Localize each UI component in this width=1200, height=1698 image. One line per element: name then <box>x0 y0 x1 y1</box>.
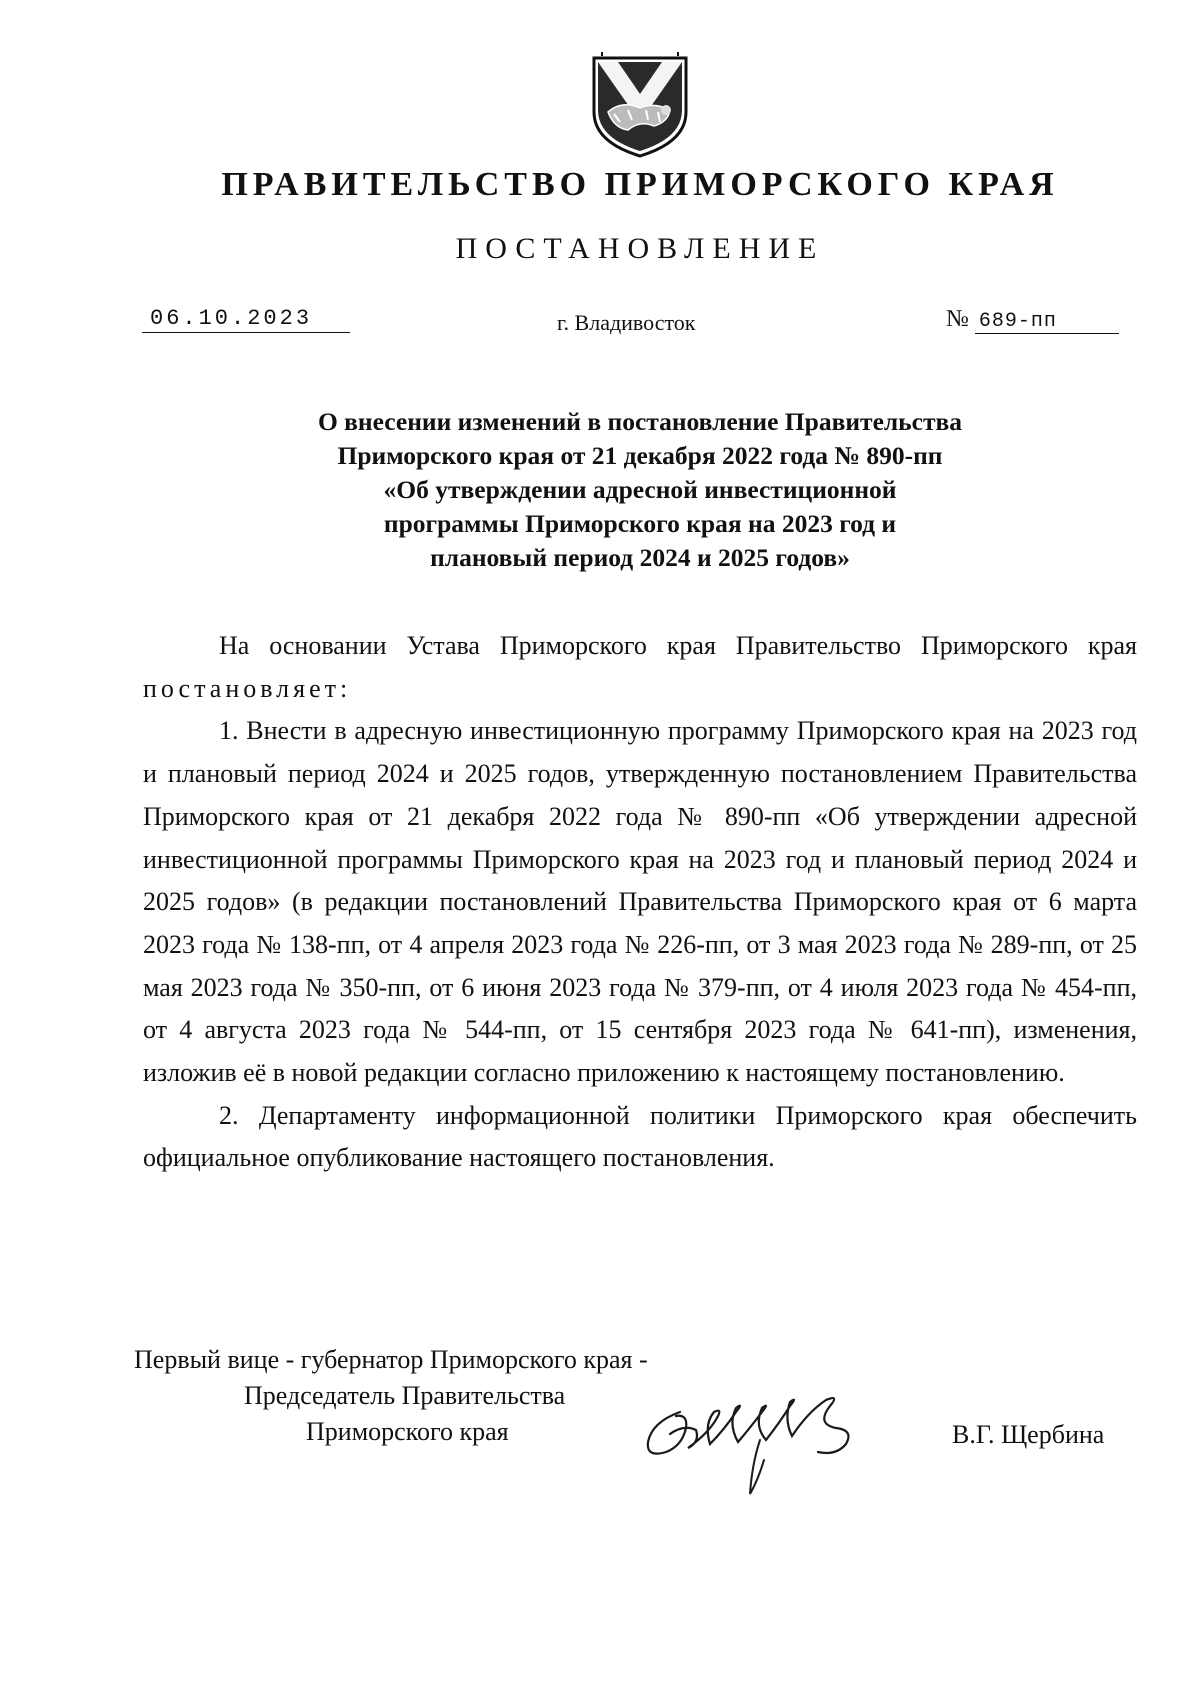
item-1-paragraph: 1. Внести в адресную инвестиционную программу Приморского края на 2023 год и плановый период 2024 и 2025 годов, утвержденную постановлением Правительства Приморского края от 21 декабря 2022 года № 890-пп «Об утверждении адресной инвестиционной программы Приморского края на 2023 год и плановый период 2024 и 2025 годов» (в редакции постановлений Правительства Приморского края от 6 марта 2023 года № 138-пп, от 4 апреля 2023 года № 226-пп, от 3 мая 2023 года № 289-пп, от 25 мая 2023 года № 350-пп, от 6 июня 2023 года № 379-пп, от 4 июля 2023 года № 454-пп, от 4 августа 2023 года № 544-пп, от 15 сентября 2023 года № 641-пп), изменения, изложив её в новой редакции согласно приложению к настоящему постановлению. <box>143 716 1137 1088</box>
title-line: Приморского края от 21 декабря 2022 года № 890-пп <box>337 441 943 470</box>
title-line: «Об утверждении адресной инвестиционной <box>383 475 897 504</box>
document-body <box>143 625 1137 1180</box>
position-line: Первый вице - губернатор Приморского края - <box>134 1345 648 1374</box>
preamble-verb: постановляет: <box>143 673 352 703</box>
document-date: 06.10.2023 <box>142 306 350 333</box>
position-line: Председатель Правительства <box>244 1381 566 1410</box>
document-city: г. Владивосток <box>557 310 696 335</box>
position-line: Приморского края <box>306 1417 509 1446</box>
document-type: ПОСТАНОВЛЕНИЕ <box>455 232 825 265</box>
title-line: программы Приморского края на 2023 год и <box>383 509 897 538</box>
preamble-text: На основании Устава Приморского края Правительство Приморского края <box>219 631 1137 660</box>
document-title <box>200 405 1080 575</box>
number-prefix: № <box>946 306 969 332</box>
item-2-paragraph: 2. Департаменту информационной политики Приморского края обеспечить официальное опубликование настоящего постановления. <box>143 1100 1137 1173</box>
coat-of-arms-icon <box>588 50 692 160</box>
signatory-name: В.Г. Щербина <box>952 1420 1105 1449</box>
number-value: 689-пп <box>975 310 1119 334</box>
title-line: О внесении изменений в постановление Правительства <box>317 407 963 436</box>
organization-name: ПРАВИТЕЛЬСТВО ПРИМОРСКОГО КРАЯ <box>221 166 1059 203</box>
preamble-paragraph <box>143 625 1137 710</box>
handwritten-signature <box>640 1372 900 1502</box>
title-line: плановый период 2024 и 2025 годов» <box>430 543 850 572</box>
signatory-position <box>134 1342 648 1450</box>
document-number <box>946 306 1119 334</box>
